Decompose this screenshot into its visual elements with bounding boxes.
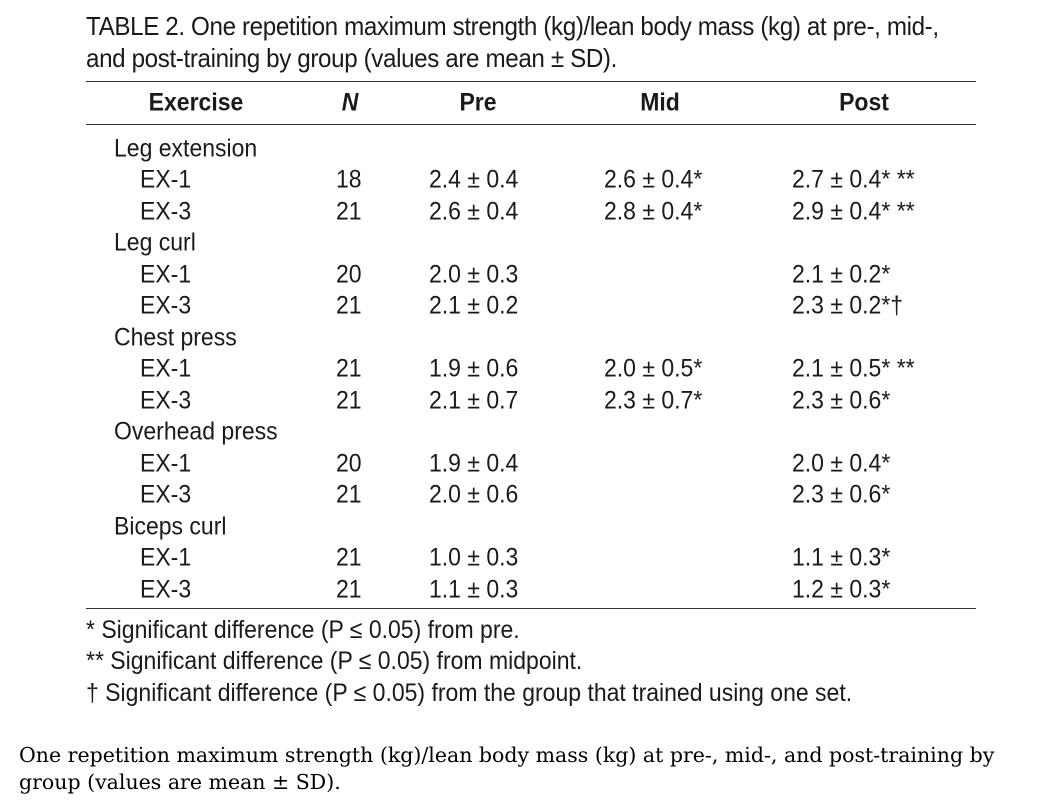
table-row (86, 385, 976, 417)
table-row (86, 480, 976, 512)
cell-post: 2.7 ± 0.4* ** (792, 165, 915, 194)
row-label: EX-1 (140, 449, 192, 478)
cell-post: 2.3 ± 0.2*† (792, 291, 904, 320)
cell-n: 18 (336, 165, 362, 194)
row-label: EX-3 (140, 291, 192, 320)
cell-n: 21 (336, 575, 362, 604)
group-label: Leg extension (114, 134, 258, 163)
cell-pre: 1.0 ± 0.3 (429, 543, 519, 572)
header-pre: Pre (459, 88, 497, 117)
row-label: EX-1 (140, 165, 192, 194)
row-label: EX-1 (140, 543, 192, 572)
cell-post: 2.9 ± 0.4* ** (792, 197, 915, 226)
cell-mid: 2.0 ± 0.5* (604, 354, 703, 383)
cell-mid: 2.6 ± 0.4* (604, 165, 703, 194)
cell-n: 20 (336, 449, 362, 478)
table-row (86, 574, 976, 606)
cell-pre: 1.9 ± 0.4 (429, 449, 519, 478)
cell-post: 2.3 ± 0.6* (792, 480, 891, 509)
cell-post: 2.0 ± 0.4* (792, 449, 891, 478)
cell-post: 2.1 ± 0.2* (792, 260, 891, 289)
table-row (86, 259, 976, 291)
table-caption: TABLE 2. One repetition maximum strength (kg)/lean body mass (kg) at pre-, mid-, and post-training by group (values are mean ± SD). (86, 11, 939, 73)
cell-n: 21 (336, 291, 362, 320)
cell-post: 1.1 ± 0.3* (792, 543, 891, 572)
cell-pre: 1.1 ± 0.3 (429, 575, 519, 604)
group-label: Chest press (114, 323, 237, 352)
cell-post: 2.1 ± 0.5* ** (792, 354, 915, 383)
row-label: EX-3 (140, 197, 192, 226)
cell-pre: 2.1 ± 0.2 (429, 291, 519, 320)
footnote: ** Significant difference (P ≤ 0.05) from midpoint. (86, 647, 583, 675)
table-header (86, 82, 976, 124)
cell-pre: 2.0 ± 0.3 (429, 260, 519, 289)
cell-pre: 2.1 ± 0.7 (429, 386, 519, 415)
figure-caption: One repetition maximum strength (kg)/lean body mass (kg) at pre-, mid-, and post-training by group (values are mean ± SD). (19, 743, 995, 794)
table-row (86, 291, 976, 323)
header-post: Post (839, 88, 889, 117)
cell-n: 21 (336, 386, 362, 415)
cell-n: 20 (336, 260, 362, 289)
group-label: Biceps curl (114, 512, 227, 541)
footnote: † Significant difference (P ≤ 0.05) from the group that trained using one set. (86, 678, 853, 707)
footnote: * Significant difference (P ≤ 0.05) from pre. (86, 615, 520, 644)
row-label: EX-1 (140, 260, 192, 289)
row-label: EX-3 (140, 480, 192, 509)
group-row (86, 511, 976, 543)
row-label: EX-3 (140, 386, 192, 415)
table-row (86, 165, 976, 197)
cell-mid: 2.3 ± 0.7* (604, 386, 703, 415)
results-table (86, 10, 976, 709)
cell-pre: 2.6 ± 0.4 (429, 197, 519, 226)
cell-post: 2.3 ± 0.6* (792, 386, 891, 415)
group-row (86, 228, 976, 260)
cell-n: 21 (336, 197, 362, 226)
header-exercise: Exercise (148, 88, 244, 117)
cell-n: 21 (336, 543, 362, 572)
cell-mid: 2.8 ± 0.4* (604, 197, 703, 226)
bottom-rule (86, 608, 976, 609)
table-row (86, 196, 976, 228)
cell-pre: 2.0 ± 0.6 (429, 480, 519, 509)
cell-post: 1.2 ± 0.3* (792, 575, 891, 604)
table-row (86, 543, 976, 575)
group-row (86, 417, 976, 449)
group-label: Leg curl (114, 228, 196, 257)
cell-pre: 2.4 ± 0.4 (429, 165, 519, 194)
row-label: EX-1 (140, 354, 192, 383)
group-row (86, 322, 976, 354)
cell-n: 21 (336, 480, 362, 509)
cell-n: 21 (336, 354, 362, 383)
header-mid: Mid (640, 88, 680, 117)
table-body (86, 125, 976, 608)
footnotes (86, 615, 969, 710)
table-row (86, 354, 976, 386)
cell-pre: 1.9 ± 0.6 (429, 354, 519, 383)
header-n: N (341, 88, 359, 117)
group-row (86, 133, 976, 165)
row-label: EX-3 (140, 575, 192, 604)
group-label: Overhead press (114, 417, 278, 446)
table-row (86, 448, 976, 480)
